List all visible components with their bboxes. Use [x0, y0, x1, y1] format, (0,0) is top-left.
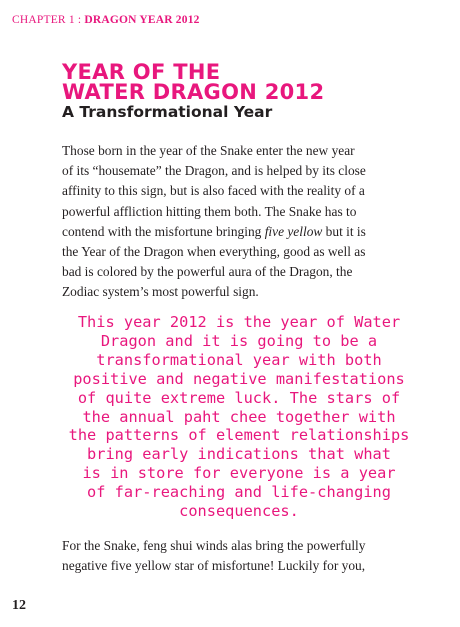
pull-quote-line: the patterns of element relationships — [68, 426, 410, 445]
pull-quote-line: of far-reaching and life-changing — [87, 483, 391, 502]
page-number: 12 — [12, 598, 26, 613]
paragraph-line: bad is colored by the powerful aura of the Dragon, the — [62, 264, 353, 280]
chapter-title — [62, 62, 422, 102]
running-head-section: DRAGON YEAR 2012 — [84, 14, 200, 26]
pull-quote-line: bring early indications that what — [87, 445, 391, 464]
chapter-title-line-1: YEAR OF THE — [62, 60, 221, 84]
paragraph-line: For the Snake, feng shui winds alas bring the powerfully — [62, 538, 366, 553]
paragraph-line: the Year of the Dragon when everything, good as well as — [62, 244, 366, 260]
running-head-chapter: CHAPTER 1 : — [12, 14, 85, 26]
paragraph-line: negative five yellow star of misfortune! Luckily for you, — [62, 558, 366, 574]
pull-quote-line: positive and negative manifestations — [73, 369, 405, 388]
pull-quote-line: transformational year with both — [96, 350, 382, 369]
pull-quote-line: consequences. — [179, 502, 299, 521]
pull-quote-line: is in store for everyone is a year — [82, 464, 396, 483]
paragraph-line — [62, 222, 414, 242]
paragraph-line: of its “housemate” the Dragon, and is helped by its close — [62, 163, 366, 179]
paragraph-line: Those born in the year of the Snake enter the new year — [62, 143, 355, 158]
paragraph-text: contend with the misfortune bringing — [62, 223, 265, 239]
emphasis-text: five yellow — [264, 223, 323, 239]
paragraph-text: but it is — [322, 223, 366, 239]
body-paragraph-2 — [62, 536, 414, 576]
paragraph-line: Zodiac system’s most powerful sign. — [62, 284, 259, 300]
pull-quote-line: the annual paht chee together with — [82, 407, 396, 426]
chapter-subtitle: A Transformational Year — [62, 103, 273, 121]
pull-quote — [44, 313, 434, 521]
chapter-title-line-2: WATER DRAGON 2012 — [62, 80, 325, 104]
pull-quote-line: Dragon and it is going to be a — [100, 331, 378, 350]
paragraph-line: powerful affliction hitting them both. The Snake has to — [62, 203, 357, 219]
running-head — [12, 14, 200, 26]
body-paragraph-1 — [62, 141, 414, 303]
pull-quote-line: This year 2012 is the year of Water — [77, 313, 401, 331]
paragraph-line: affinity to this sign, but is also faced with the reality of a — [62, 183, 365, 199]
pull-quote-line: of quite extreme luck. The stars of — [77, 388, 401, 407]
